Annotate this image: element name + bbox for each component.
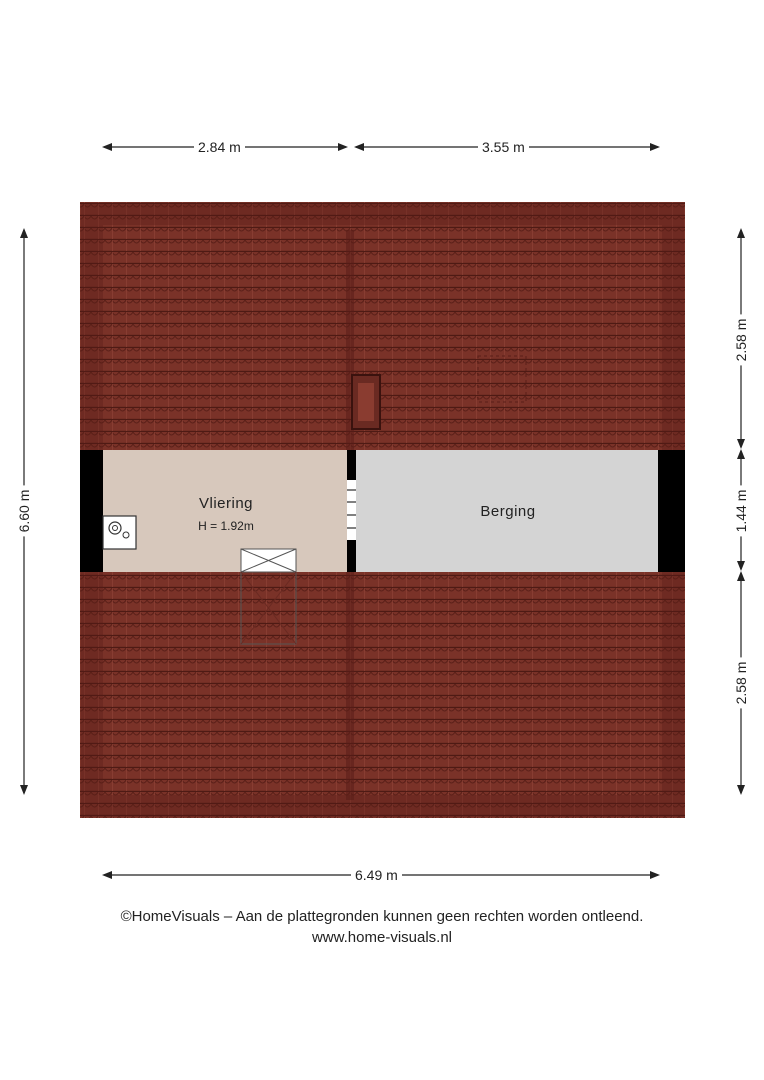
copyright-notice: ©HomeVisuals – Aan de plattegronden kunnen geen rechten worden ontleend. xyxy=(120,908,644,925)
dimension-left-total: 6.60 m xyxy=(16,486,32,537)
wall-partition xyxy=(347,450,356,572)
room-name-vliering: Vliering xyxy=(198,495,254,512)
dimension-bottom: 6.49 m xyxy=(351,867,402,883)
boiler-icon xyxy=(103,516,136,549)
wall-left xyxy=(80,450,103,572)
roof-hatch xyxy=(352,375,380,429)
dimension-top-right: 3.55 m xyxy=(478,139,529,155)
room-height-vliering: H = 1.92m xyxy=(198,519,254,533)
roof-top xyxy=(80,202,685,450)
wall-right xyxy=(658,450,685,572)
room-name-berging: Berging xyxy=(480,503,536,520)
website-link[interactable]: www.home-visuals.nl xyxy=(311,929,453,946)
roof-bottom xyxy=(80,572,685,818)
dimension-right-top: 2.58 m xyxy=(733,315,749,366)
dimension-right-bottom: 2.58 m xyxy=(733,658,749,709)
dimension-top-left: 2.84 m xyxy=(194,139,245,155)
dimension-right-middle: 1.44 m xyxy=(733,486,749,537)
